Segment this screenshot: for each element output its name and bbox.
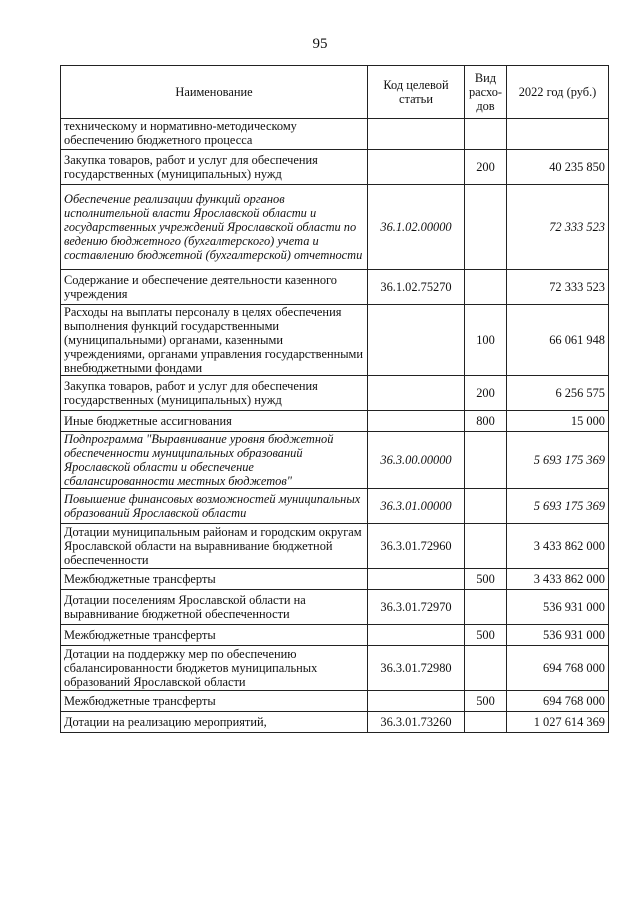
row-name: Повышение финансовых возможностей муниципальных образований Ярославской области	[61, 489, 368, 524]
row-type	[465, 185, 507, 270]
row-amount: 66 061 948	[507, 305, 609, 376]
table-row	[61, 524, 609, 569]
row-name: Межбюджетные трансферты	[61, 569, 368, 590]
row-amount: 40 235 850	[507, 150, 609, 185]
row-type	[465, 119, 507, 150]
row-code: 36.3.01.73260	[368, 712, 465, 733]
budget-table	[60, 65, 609, 733]
table-row	[61, 185, 609, 270]
table-row	[61, 712, 609, 733]
row-type	[465, 524, 507, 569]
row-code: 36.1.02.75270	[368, 270, 465, 305]
row-name: Закупка товаров, работ и услуг для обеспечения государственных (муниципальных) нужд	[61, 150, 368, 185]
row-amount: 5 693 175 369	[507, 432, 609, 489]
row-amount: 15 000	[507, 411, 609, 432]
row-amount: 3 433 862 000	[507, 569, 609, 590]
row-type	[465, 270, 507, 305]
row-code: 36.3.01.00000	[368, 489, 465, 524]
row-amount: 5 693 175 369	[507, 489, 609, 524]
row-code: 36.3.01.72980	[368, 646, 465, 691]
row-name: техническому и нормативно-методическому обеспечению бюджетного процесса	[61, 119, 368, 150]
row-type: 500	[465, 691, 507, 712]
row-type	[465, 646, 507, 691]
table-row	[61, 625, 609, 646]
row-code	[368, 411, 465, 432]
row-amount: 3 433 862 000	[507, 524, 609, 569]
row-amount	[507, 119, 609, 150]
row-name: Подпрограмма "Выравнивание уровня бюджетной обеспеченности муниципальных образований Ярославской области и обеспечение сбалансированности местных бюджетов"	[61, 432, 368, 489]
row-type	[465, 489, 507, 524]
row-code: 36.3.00.00000	[368, 432, 465, 489]
row-amount: 536 931 000	[507, 625, 609, 646]
table-row	[61, 646, 609, 691]
row-amount: 1 027 614 369	[507, 712, 609, 733]
row-amount: 694 768 000	[507, 646, 609, 691]
header-type: Вид расхо- дов	[465, 66, 507, 119]
table-header-row	[61, 66, 609, 119]
row-amount: 72 333 523	[507, 270, 609, 305]
table-row	[61, 305, 609, 376]
header-amount: 2022 год (руб.)	[507, 66, 609, 119]
row-type: 500	[465, 625, 507, 646]
row-name: Межбюджетные трансферты	[61, 625, 368, 646]
row-code: 36.1.02.00000	[368, 185, 465, 270]
row-name: Межбюджетные трансферты	[61, 691, 368, 712]
row-code	[368, 150, 465, 185]
row-code	[368, 376, 465, 411]
row-name: Дотации муниципальным районам и городским округам Ярославской области на выравнивание бюджетной обеспеченности	[61, 524, 368, 569]
row-name: Закупка товаров, работ и услуг для обеспечения государственных (муниципальных) нужд	[61, 376, 368, 411]
row-amount: 694 768 000	[507, 691, 609, 712]
table-row	[61, 150, 609, 185]
header-name: Наименование	[61, 66, 368, 119]
page-number: 95	[312, 36, 328, 52]
table-row	[61, 569, 609, 590]
row-name: Содержание и обеспечение деятельности казенного учреждения	[61, 270, 368, 305]
row-type	[465, 432, 507, 489]
row-amount: 536 931 000	[507, 590, 609, 625]
row-type: 800	[465, 411, 507, 432]
row-name: Дотации поселениям Ярославской области на выравнивание бюджетной обеспеченности	[61, 590, 368, 625]
row-code: 36.3.01.72960	[368, 524, 465, 569]
row-name: Дотации на поддержку мер по обеспечению сбалансированности бюджетов муниципальных образований Ярославской области	[61, 646, 368, 691]
table-row	[61, 270, 609, 305]
table-row	[61, 411, 609, 432]
row-code	[368, 625, 465, 646]
row-type: 100	[465, 305, 507, 376]
row-code	[368, 569, 465, 590]
row-type	[465, 590, 507, 625]
table-row	[61, 119, 609, 150]
table-row	[61, 590, 609, 625]
row-name: Иные бюджетные ассигнования	[61, 411, 368, 432]
row-code: 36.3.01.72970	[368, 590, 465, 625]
table-row	[61, 691, 609, 712]
row-type	[465, 712, 507, 733]
row-code	[368, 691, 465, 712]
row-amount: 6 256 575	[507, 376, 609, 411]
row-code	[368, 119, 465, 150]
header-code: Код целевой статьи	[368, 66, 465, 119]
row-name: Дотации на реализацию мероприятий,	[61, 712, 368, 733]
row-name: Обеспечение реализации функций органов исполнительной власти Ярославской области и государственных учреждений Ярославской области по ведению бюджетного (бухгалтерского) учета и составлению бюджетной (бухгалтерской) отчетности	[61, 185, 368, 270]
table-row	[61, 489, 609, 524]
row-type: 200	[465, 376, 507, 411]
row-code	[368, 305, 465, 376]
table-row	[61, 432, 609, 489]
row-name: Расходы на выплаты персоналу в целях обеспечения выполнения функций государственными (муниципальными) органами, казенными учреждениями, органами управления государственными внебюджетными фондами	[61, 305, 368, 376]
row-type: 500	[465, 569, 507, 590]
row-amount: 72 333 523	[507, 185, 609, 270]
table-row	[61, 376, 609, 411]
row-type: 200	[465, 150, 507, 185]
